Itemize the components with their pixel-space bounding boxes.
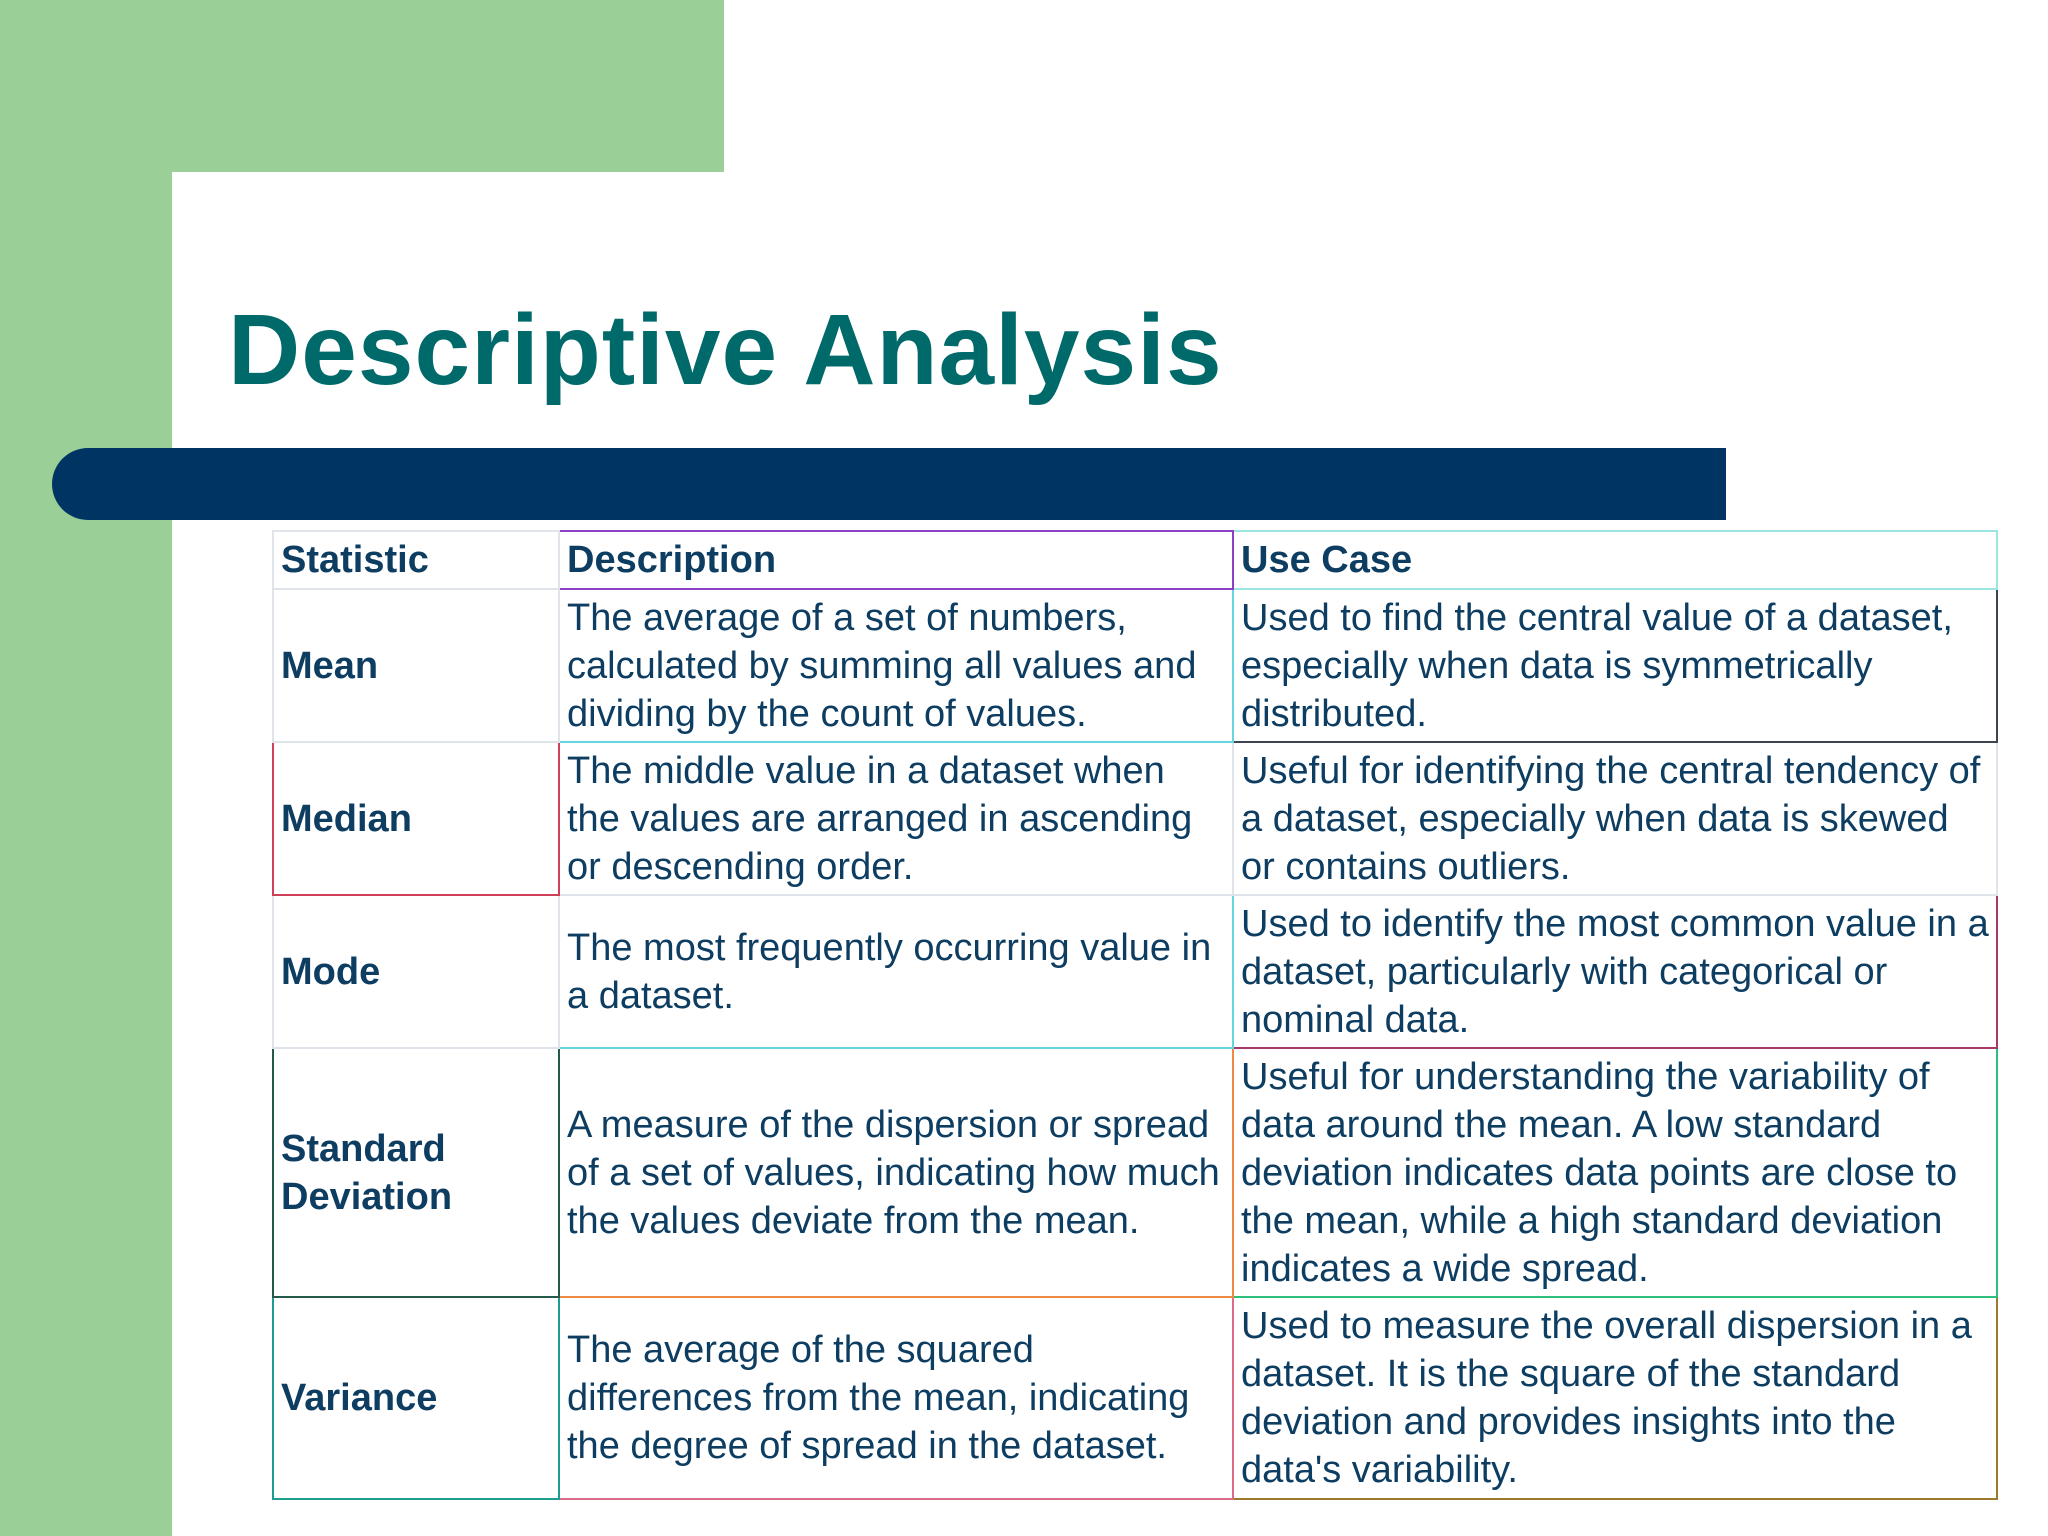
table-row [273,1297,1997,1499]
table-row [273,895,1997,1048]
description-cell: The middle value in a dataset when the values are arranged in ascending or descending order. [559,742,1233,895]
header-statistic: Statistic [273,531,559,589]
table-row [273,589,1997,742]
slide-title: Descriptive Analysis [228,294,1223,406]
statistic-cell: Median [273,742,559,895]
statistic-cell: Mean [273,589,559,742]
statistics-table [272,530,1998,1500]
table-row [273,742,1997,895]
description-cell: The average of a set of numbers, calculated by summing all values and dividing by the count of values. [559,589,1233,742]
green-side-band [0,0,172,1536]
header-use-case: Use Case [1233,531,1997,589]
header-description: Description [559,531,1233,589]
use-case-cell: Used to find the central value of a dataset, especially when data is symmetrically distributed. [1233,589,1997,742]
title-underline-bar [52,448,1726,520]
statistic-cell: Variance [273,1297,559,1499]
description-cell: A measure of the dispersion or spread of a set of values, indicating how much the values deviate from the mean. [559,1048,1233,1297]
use-case-cell: Used to measure the overall dispersion in a dataset. It is the square of the standard deviation and provides insights into the data's variability. [1233,1297,1997,1499]
table-header-row [273,531,1997,589]
statistic-cell: Mode [273,895,559,1048]
use-case-cell: Useful for identifying the central tendency of a dataset, especially when data is skewed or contains outliers. [1233,742,1997,895]
use-case-cell: Useful for understanding the variability of data around the mean. A low standard deviation indicates data points are close to the mean, while a high standard deviation indicates a wide spread. [1233,1048,1997,1297]
use-case-cell: Used to identify the most common value in a dataset, particularly with categorical or nominal data. [1233,895,1997,1048]
description-cell: The average of the squared differences from the mean, indicating the degree of spread in the dataset. [559,1297,1233,1499]
table-row [273,1048,1997,1297]
statistic-cell: Standard Deviation [273,1048,559,1297]
description-cell: The most frequently occurring value in a dataset. [559,895,1233,1048]
